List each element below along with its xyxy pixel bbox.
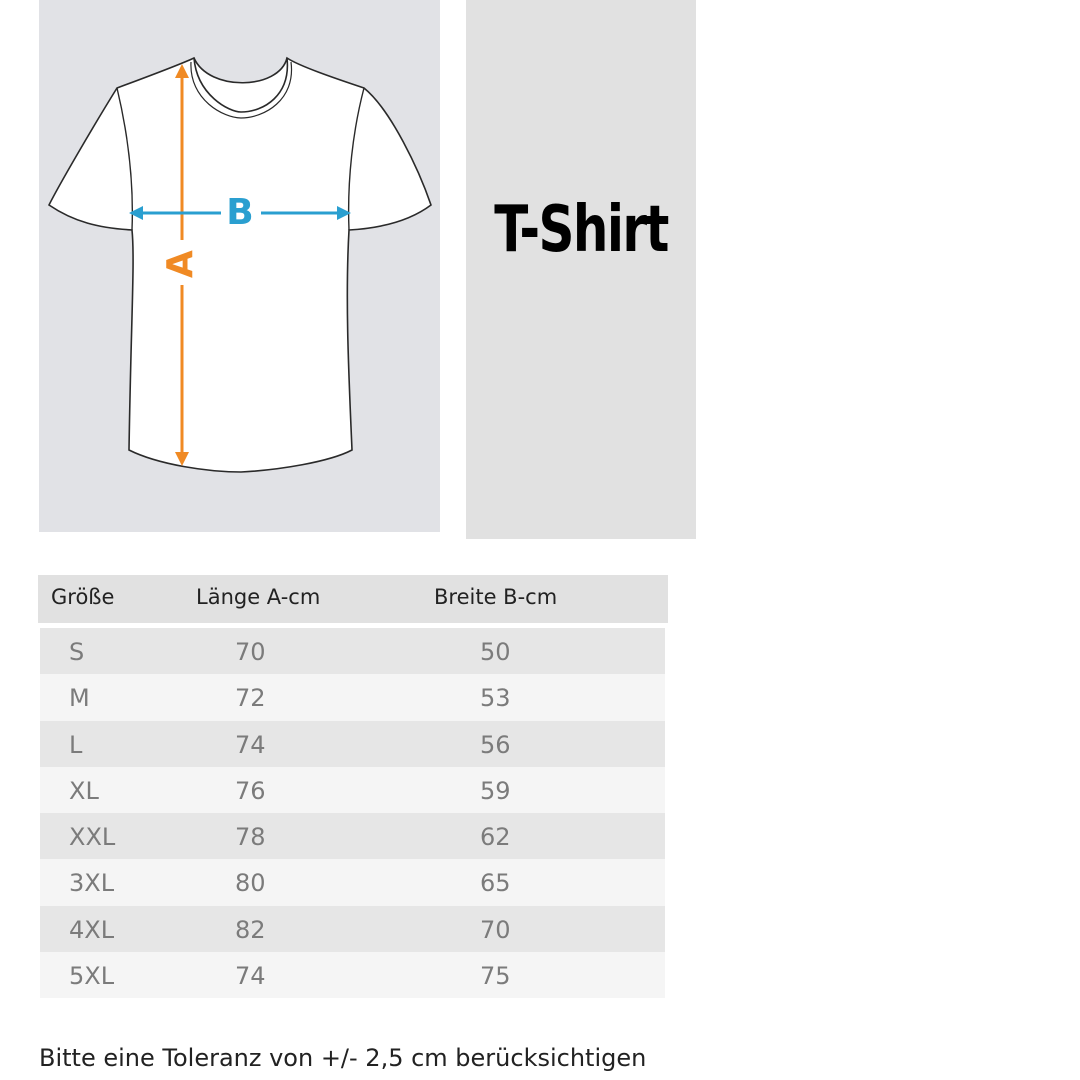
cell-length: 78: [235, 823, 266, 852]
cell-width: 65: [480, 869, 511, 898]
table-row: [40, 674, 665, 720]
tshirt-diagram-panel: [39, 0, 440, 532]
cell-size: S: [69, 638, 85, 666]
cell-size: 3XL: [69, 869, 115, 898]
cell-length: 72: [235, 684, 266, 713]
cell-length: 80: [235, 869, 266, 898]
product-title-panel: [466, 0, 696, 539]
cell-length: 82: [235, 915, 266, 944]
cell-length: 74: [235, 962, 266, 991]
cell-width: 53: [480, 684, 511, 713]
table-row: [40, 906, 665, 952]
table-row: [40, 721, 665, 767]
label-b: B: [226, 192, 254, 233]
table-row: [40, 859, 665, 905]
table-row: [40, 628, 665, 674]
table-row: [40, 952, 665, 998]
cell-size: L: [69, 730, 83, 759]
cell-length: 74: [235, 730, 266, 759]
header-width-b: Breite B-cm: [434, 585, 558, 609]
cell-length: 76: [235, 776, 266, 805]
table-row: [40, 767, 665, 813]
header-length-a: Länge A-cm: [196, 585, 321, 609]
cell-size: XL: [69, 776, 99, 805]
header-size: Größe: [51, 585, 115, 609]
cell-size: 4XL: [69, 915, 115, 944]
cell-width: 56: [480, 730, 511, 759]
product-title: T-Shirt: [494, 193, 668, 267]
cell-size: M: [69, 684, 90, 713]
size-table: [38, 575, 668, 991]
tshirt-outline-diagram: [39, 0, 440, 532]
cell-width: 75: [480, 962, 511, 991]
size-table-header: [38, 575, 668, 623]
table-row: [40, 813, 665, 859]
cell-size: 5XL: [69, 962, 115, 991]
cell-width: 62: [480, 823, 511, 852]
label-a: A: [160, 250, 201, 278]
size-table-body: [40, 628, 665, 998]
tshirt-outline: [49, 58, 431, 472]
cell-width: 59: [480, 776, 511, 805]
cell-width: 70: [480, 915, 511, 944]
cell-size: XXL: [69, 823, 116, 852]
cell-length: 70: [235, 638, 266, 666]
cell-width: 50: [480, 638, 511, 666]
tolerance-note: Bitte eine Toleranz von +/- 2,5 cm berücksichtigen: [39, 1044, 647, 1072]
